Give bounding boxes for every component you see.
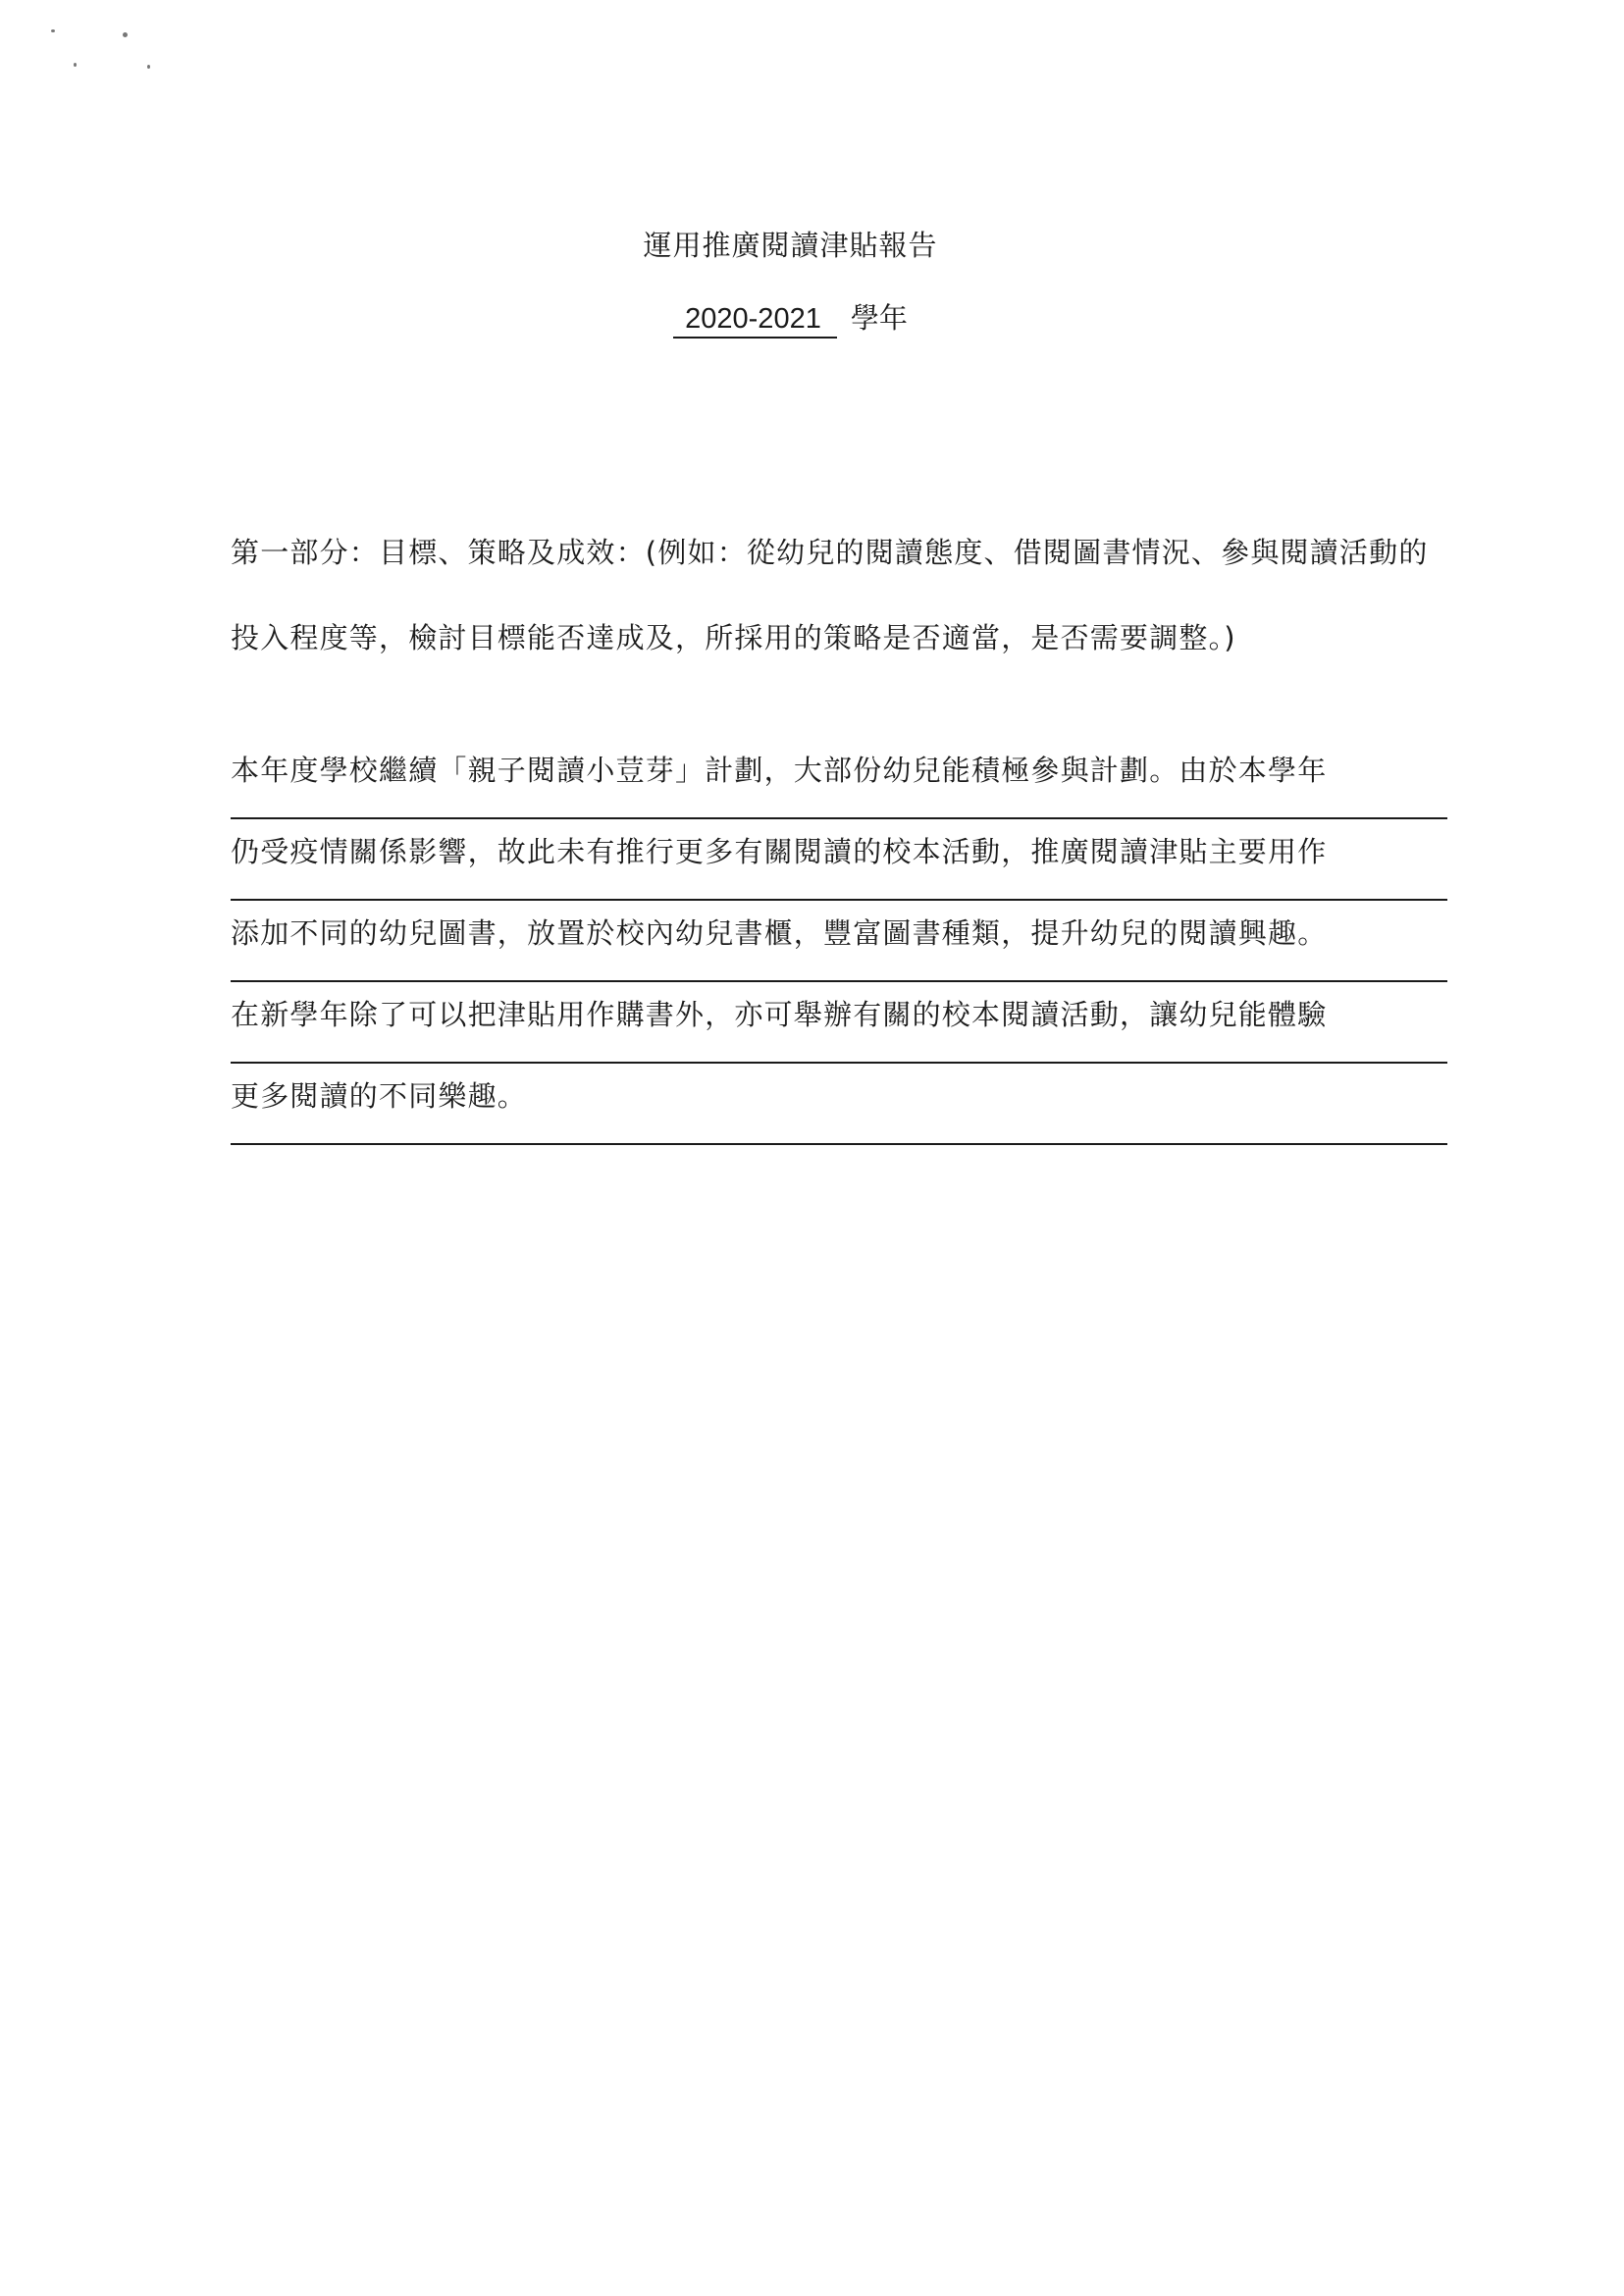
response-line: 仍受疫情關係影響，故此未有推行更多有關閱讀的校本活動，推廣閱讀津貼主要用作 bbox=[231, 819, 1447, 901]
scan-speck bbox=[123, 32, 128, 37]
school-year-label: 學年 bbox=[850, 301, 908, 335]
response-line: 添加不同的幼兒圖書，放置於校內幼兒書櫃，豐富圖書種類，提升幼兒的閱讀興趣。 bbox=[231, 901, 1447, 982]
response-line: 更多閱讀的不同樂趣。 bbox=[231, 1064, 1447, 1145]
scan-speck bbox=[51, 29, 55, 32]
scan-speck bbox=[74, 63, 77, 67]
response-line: 在新學年除了可以把津貼用作購書外，亦可舉辦有關的校本閱讀活動，讓幼兒能體驗 bbox=[231, 982, 1447, 1064]
school-year-value: 2020-2021 bbox=[673, 301, 837, 339]
document-title: 運用推廣閱讀津貼報告 bbox=[643, 229, 938, 262]
scan-speck bbox=[147, 65, 150, 69]
response-line: 本年度學校繼續「親子閱讀小荳芽」計劃，大部份幼兒能積極參與計劃。由於本學年 bbox=[231, 738, 1447, 819]
part-one-response bbox=[231, 738, 1447, 1145]
school-year-line bbox=[0, 296, 1602, 339]
part-one-heading: 第一部分：目標、策略及成效：(例如：從幼兒的閱讀態度、借閱圖書情況、參與閱讀活動的投入程度等，檢討目標能否達成及，所採用的策略是否適當，是否需要調整。) bbox=[231, 536, 1429, 654]
